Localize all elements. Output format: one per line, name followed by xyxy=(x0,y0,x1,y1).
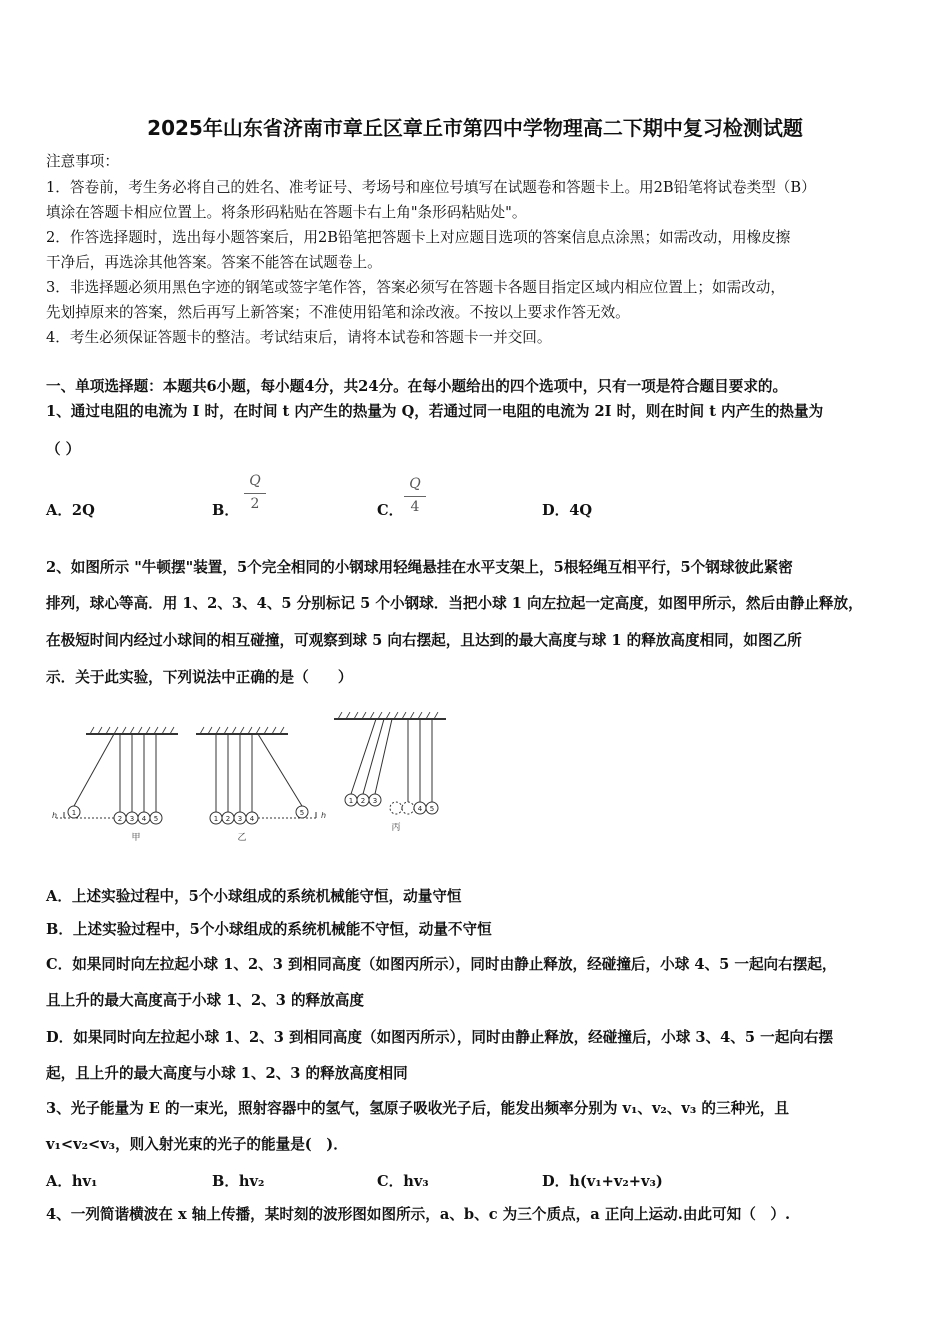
q3-option-c: C．hv₃ xyxy=(377,1173,429,1190)
notice-line: 4．考生必须保证答题卡的整洁。考试结束后，请将本试卷和答题卡一并交回。 xyxy=(46,329,552,346)
ball-label: 1 xyxy=(213,815,219,823)
q1-option-c: C． xyxy=(377,502,404,519)
fraction-denominator: 2 xyxy=(250,496,260,512)
height-label: h xyxy=(321,811,327,820)
ball-label: 5 xyxy=(429,805,435,813)
q1-option-d: D．4Q xyxy=(542,502,593,519)
fraction-numerator: Q xyxy=(249,473,261,489)
figure-label-yi: 乙 xyxy=(237,833,247,843)
question-3-stem-cont: v₁<v₂<v₃，则入射光束的光子的能量是( )． xyxy=(46,1136,348,1153)
notice-heading: 注意事项： xyxy=(46,153,119,170)
notice-line: 2．作答选择题时，选出每小题答案后，用2B铅笔把答题卡上对应题目选项的答案信息点涂黑；如需改动，用橡皮擦 xyxy=(46,229,791,246)
ball-label: 4 xyxy=(417,805,423,813)
q3-option-b: B．hv₂ xyxy=(212,1173,265,1190)
newtons-cradle-figure xyxy=(46,712,466,852)
figure-label-jia: 甲 xyxy=(131,833,141,843)
section-heading: 一、单项选择题：本题共6小题，每小题4分，共24分。在每小题给出的四个选项中，只有一项是符合题目要求的。 xyxy=(46,378,788,395)
question-2-line: 2、如图所示 "牛顿摆"装置，5个完全相同的小钢球用轻绳悬挂在水平支架上，5根轻绳互相平行，5个钢球彼此紧密 xyxy=(46,559,793,576)
ball-label: 2 xyxy=(225,815,231,823)
q2-option-d: D．如果同时向左拉起小球 1、2、3 到相同高度（如图丙所示），同时由静止释放，经碰撞后，小球 3、4、5 一起向右摆 xyxy=(46,1029,834,1046)
question-1-stem: 1、通过电阻的电流为 I 时，在时间 t 内产生的热量为 Q，若通过同一电阻的电流为 2I 时，则在时间 t 内产生的热量为 xyxy=(46,403,824,420)
ball-label: 3 xyxy=(372,797,378,805)
ball-label: 4 xyxy=(249,815,255,823)
notice-line: 3．非选择题必须用黑色字迹的钢笔或签字笔作答，答案必须写在答题卡各题目指定区域内相应位置上；如需改动， xyxy=(46,279,785,296)
question-4-stem: 4、一列简谐横波在 x 轴上传播，某时刻的波形图如图所示，a、b、c 为三个质点，a 正向上运动.由此可知（ ）. xyxy=(46,1206,791,1223)
fraction-numerator: Q xyxy=(409,476,421,492)
notice-line: 1．答卷前，考生务必将自己的姓名、准考证号、考场号和座位号填写在试题卷和答题卡上。用2B铅笔将试卷类型（B） xyxy=(46,179,816,196)
q2-option-c: C．如果同时向左拉起小球 1、2、3 到相同高度（如图丙所示），同时由静止释放，经碰撞后，小球 4、5 一起向右摆起， xyxy=(46,956,837,973)
question-3-stem: 3、光子能量为 E 的一束光，照射容器中的氢气，氢原子吸收光子后，能发出频率分别为 v₁、v₂、v₃ 的三种光，且 xyxy=(46,1100,789,1117)
question-2-line: 示．关于此实验，下列说法中正确的是（ ） xyxy=(46,669,353,686)
ball-label: 3 xyxy=(237,815,243,823)
ball-label: 2 xyxy=(117,815,123,823)
notice-line: 先划掉原来的答案，然后再写上新答案；不准使用铅笔和涂改液。不按以上要求作答无效。 xyxy=(46,304,630,321)
ball-label: 1 xyxy=(348,797,354,805)
fraction-bar xyxy=(404,496,426,497)
q2-option-d-cont: 起，且上升的最大高度与小球 1、2、3 的释放高度相同 xyxy=(46,1065,408,1082)
q2-option-b: B．上述实验过程中，5个小球组成的系统机械能不守恒，动量不守恒 xyxy=(46,921,492,938)
ball-label: 1 xyxy=(71,809,77,817)
q2-option-a: A．上述实验过程中，5个小球组成的系统机械能守恒，动量守恒 xyxy=(46,888,462,905)
q2-option-c-cont: 且上升的最大高度高于小球 1、2、3 的释放高度 xyxy=(46,992,364,1009)
fraction-bar xyxy=(244,493,266,494)
q1-option-a: A．2Q xyxy=(46,502,95,519)
question-2-line: 排列，球心等高．用 1、2、3、4、5 分别标记 5 个小钢球．当把小球 1 向左拉起一定高度，如图甲所示，然后由静止释放， xyxy=(46,595,863,612)
question-1-paren: （ ） xyxy=(46,441,81,458)
notice-line: 填涂在答题卡相应位置上。将条形码粘贴在答题卡右上角"条形码粘贴处"。 xyxy=(46,204,527,221)
q3-option-a: A．hv₁ xyxy=(46,1173,98,1190)
ball-label: 2 xyxy=(360,797,366,805)
q1-option-c-fraction xyxy=(404,476,426,515)
height-label: h xyxy=(52,811,58,820)
ball-label: 3 xyxy=(129,815,135,823)
ball-label: 5 xyxy=(153,815,159,823)
notice-line: 干净后，再选涂其他答案。答案不能答在试题卷上。 xyxy=(46,254,382,271)
question-2-line: 在极短时间内经过小球间的相互碰撞，可观察到球 5 向右摆起，且达到的最大高度与球 1 的释放高度相同，如图乙所 xyxy=(46,632,802,649)
ball-label: 4 xyxy=(141,815,147,823)
q3-option-d: D．h(v₁+v₂+v₃) xyxy=(542,1173,663,1190)
q1-option-b-fraction xyxy=(244,473,266,512)
figure-label-bing: 丙 xyxy=(391,823,401,833)
fraction-denominator: 4 xyxy=(410,499,420,515)
ball-label: 5 xyxy=(299,809,305,817)
q1-option-b: B． xyxy=(212,502,239,519)
page-title: 2025年山东省济南市章丘区章丘市第四中学物理高二下期中复习检测试题 xyxy=(147,116,803,140)
